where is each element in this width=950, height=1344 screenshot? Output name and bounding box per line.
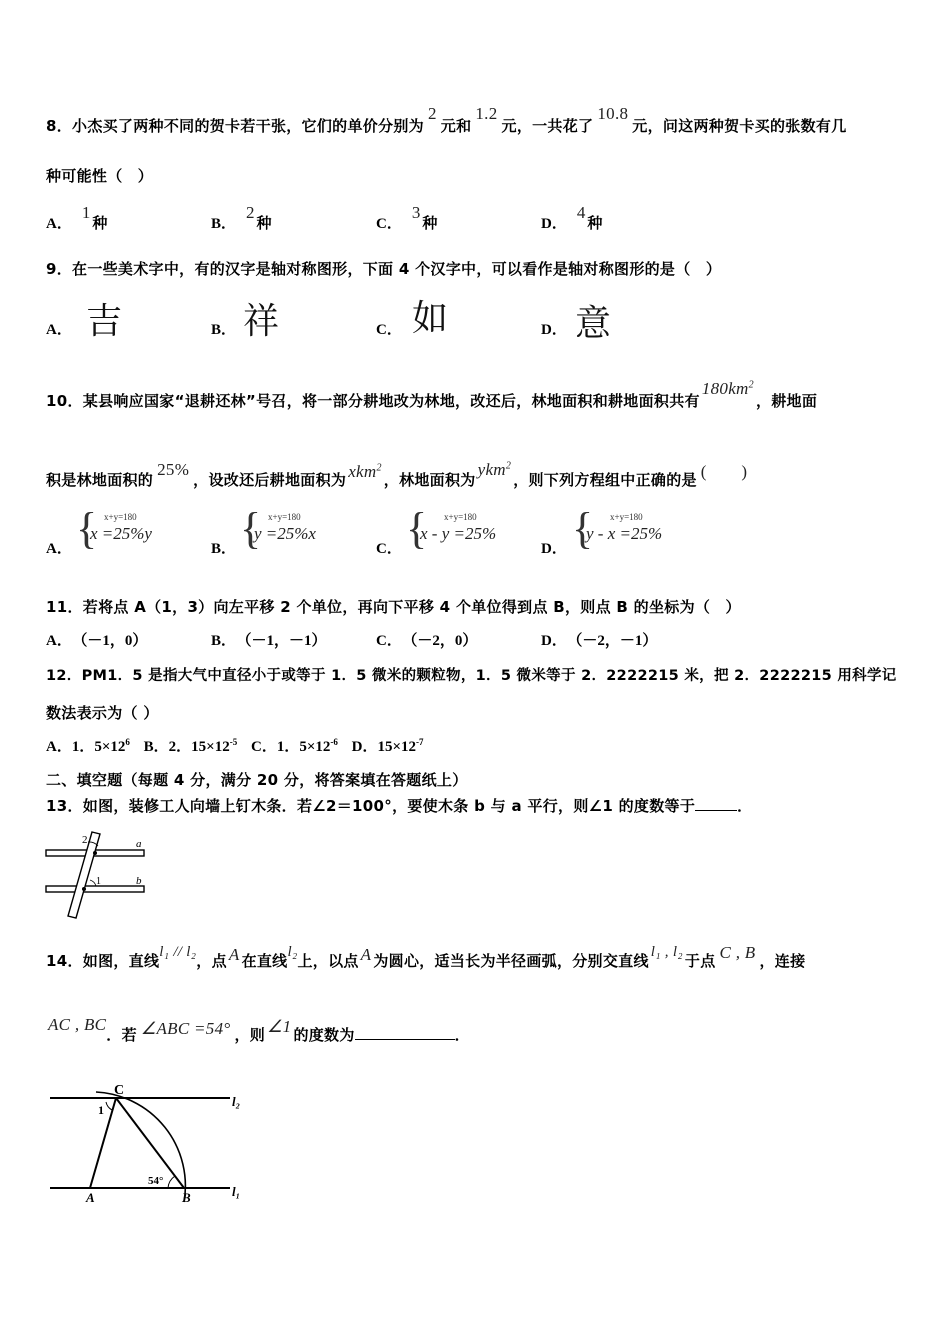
q10-option-b-label[interactable]: B． [211,541,237,557]
q11-option-c[interactable] [376,629,477,650]
q10-text-a: 10．某县响应国家“退耕还林”号召，将一部分耕地改为林地，改还后，林地面积和耕地面积共有 [46,392,700,410]
q14-line2 [48,1015,470,1045]
q10-option-a-label[interactable]: A． [46,541,72,557]
q14-point-a-2: A [360,945,372,964]
q9-option-b-char: 祥 [243,301,280,342]
q8-text-a: 8．小杰买了两种不同的贺卡若干张，它们的单价分别为 [46,117,424,135]
q11-option-d[interactable] [541,629,657,650]
q10-y-var: ykm [477,460,506,479]
q13-label-2: 2 [82,834,88,846]
q10-x-var: xkm [348,462,377,481]
q10-percent: 25% [157,460,190,479]
q14-text-i: ，则 [234,1026,266,1044]
q10-answer-paren[interactable]: ( ) [700,462,748,481]
q12-option-c-exp: -6 [330,737,338,747]
q8-option-b-label: B． [211,216,237,232]
q8-option-d-label: D． [541,216,567,232]
q12-option-b[interactable] [144,739,238,755]
q12-option-b-label: B． [143,739,169,755]
q14-label-a: A [86,1190,95,1205]
q8-total: 10.8 [597,104,629,123]
q9-stem: 9．在一些美术字中，有的汉字是轴对称图形，下面 4 个汉字中，可以看作是轴对称图形的是（ ） [46,260,722,278]
q14-label-l1: l₁ [232,1184,241,1199]
q13-nail-bottom [82,887,86,891]
q8-option-a-unit: 种 [92,216,108,232]
q14-label-1: 1 [98,1103,104,1117]
q10-option-c-brace: { [406,504,428,553]
q10-y-sup: 2 [505,460,512,472]
q13-stem [46,795,752,816]
q13-label-a: a [136,838,142,850]
q11-option-d-text: （－2，－1） [574,633,658,649]
q9-option-d-char: 意 [575,303,612,344]
q11-option-b[interactable] [211,629,327,650]
q13-text-a: 13．如图，装修工人向墙上钉木条．若∠2＝100°，要使木条 b 与 a 平行，则∠1 的度数等于 [46,797,696,815]
q12-line1: 12．PM1．5 是指大气中直径小于或等于 1．5 微米的颗粒物，1．5 微米等于 2．2222215 米，把 2．2222215 用科学记 [46,668,897,684]
q11-option-b-label: B． [211,633,237,649]
q12-option-c[interactable] [251,739,338,755]
q12-option-d-exp: -7 [416,737,424,747]
q14-l1-l2: l₁ , l₂ [650,944,683,960]
q14-text-d: 上，以点 [297,952,359,970]
q14-text-j: 的度数为 [293,1026,355,1044]
q8-price-1: 2 [427,104,437,123]
q8-option-c[interactable] [376,203,438,233]
q14-label-l2: l₂ [232,1094,241,1109]
q10-text-e: ，林地面积为 [383,471,476,489]
q11-stem: 11．若将点 A（1，3）向左平移 2 个单位，再向下平移 4 个单位得到点 B，则点 B 的坐标为（ ） [46,598,741,616]
q11-option-b-text: （－1，－1） [244,633,327,649]
q14-figure [44,1080,254,1210]
q14-point-a: A [228,945,240,964]
q8-option-c-label: C． [376,216,402,232]
q10-option-d-brace: { [572,504,594,553]
q8-option-b[interactable] [211,203,272,233]
q10-option-b-bottom: y =25%x [254,524,316,543]
q12-option-a-exp: 6 [125,737,130,747]
q10-area: 180km [701,379,749,398]
q9-option-b-label[interactable]: B． [211,322,237,338]
q9-option-a-label[interactable]: A． [46,322,72,338]
section-2-title: 二、填空题（每题 4 分，满分 20 分，将答案填在答题纸上） [46,771,468,789]
q10-text-b: ，耕地面 [755,392,818,410]
q12-option-c-label: C． [250,739,277,755]
q13-text-b: ． [737,797,753,815]
q12-option-b-base: 2．15×12 [168,739,230,755]
q8-option-a[interactable] [46,203,108,233]
q14-label-c: C [114,1083,125,1098]
q14-angle-54-arc [168,1176,175,1188]
q14-line1 [46,943,806,971]
q13-answer-blank[interactable] [695,810,737,811]
q11-option-a-label: A． [46,633,72,649]
q11-option-c-text: （－2，0） [409,633,478,649]
q10-option-a-top: x+y=180 [104,512,137,522]
q10-option-a-brace: { [76,504,98,553]
q14-angle-1-arc [106,1102,112,1110]
q10-option-b-brace: { [240,504,262,553]
q9-option-a-char: 吉 [86,301,123,342]
q14-text-e: 为圆心，适当长为半径画弧，分别交直线 [373,952,649,970]
q10-area-sup: 2 [748,379,754,391]
q10-line2 [46,460,748,490]
q8-option-b-unit: 种 [256,216,272,232]
q14-angle-1: ∠1 [267,1017,292,1036]
q10-text-d: ，设改还后耕地面积为 [193,471,347,489]
q8-price-2: 1.2 [475,104,498,123]
q14-text-h: ．若 [106,1026,137,1044]
q14-label-54: 54° [148,1175,164,1187]
q8-line1 [46,104,847,136]
q13-strip-b [46,886,144,892]
q8-option-a-num: 1 [81,203,91,222]
q13-label-1: 1 [96,876,101,887]
q13-label-b: b [136,875,142,887]
q12-option-d-label: D． [351,739,378,755]
q9-option-d-label[interactable]: D． [541,322,567,338]
q12-option-c-base: 1．5×12 [276,739,331,755]
q10-text-c: 积是林地面积的 [46,471,154,489]
q10-option-c-bottom: x - y =25% [420,524,497,543]
q13-nail-top [93,851,97,855]
q14-text-k: ． [454,1026,470,1044]
q10-option-c-top: x+y=180 [444,512,477,522]
q10-option-d-bottom: y - x =25% [586,524,663,543]
q14-text-c: 在直线 [241,952,288,970]
q8-option-d[interactable] [541,203,603,233]
q8-option-b-num: 2 [246,203,255,222]
q14-text-a: 14．如图，直线 [46,952,160,970]
q10-option-c-label[interactable]: C． [376,541,402,557]
q12-option-b-exp: -5 [229,737,238,747]
q12-option-d[interactable] [352,739,424,755]
q10-x-sup: 2 [376,462,382,474]
q11-option-a-text: （－1，0） [79,633,148,649]
q12-option-a-base: 1．5×12 [71,739,126,755]
q13-figure [40,828,160,920]
q8-option-d-num: 4 [576,203,586,222]
q9-option-c-char: 如 [412,298,449,339]
q14-label-b: B [182,1190,191,1205]
q12-option-d-base: 15×12 [377,739,417,755]
q14-angle-abc: ∠ABC =54° [140,1019,231,1038]
q12-line2: 数法表示为（ ） [46,704,159,722]
q14-segments: AC , BC [48,1015,107,1034]
q8-text-c: 元，一共花了 [501,117,594,135]
q14-answer-blank[interactable] [355,1039,455,1040]
q8-option-c-num: 3 [411,203,421,222]
q8-option-c-unit: 种 [422,216,438,232]
q14-l1-parallel-l2: l₁ // l₂ [159,944,197,960]
q10-option-d-label[interactable]: D． [541,541,567,557]
q12-option-a-label: A． [46,739,72,755]
q10-option-b-top: x+y=180 [268,512,301,522]
q8-text-d: 元，问这两种贺卡买的张数有几 [632,117,847,135]
q12-options [46,735,424,756]
q8-option-a-label: A． [46,216,72,232]
q10-option-a-bottom: x =25%y [90,524,152,543]
q14-l2: l₂ [287,944,298,960]
q10-line1 [46,379,818,411]
q9-option-c-label[interactable]: C． [376,322,402,338]
q14-text-b: ，点 [196,952,227,970]
q10-text-f: ，则下列方程组中正确的是 [513,471,697,489]
q10-option-d-top: x+y=180 [610,512,643,522]
q11-option-a[interactable] [46,629,147,650]
q14-text-f: 于点 [684,952,716,970]
q14-points-cb: C , B [719,943,756,962]
q8-option-d-unit: 种 [587,216,603,232]
q8-text-b: 元和 [440,117,472,135]
q14-text-g: ，连接 [759,952,806,970]
q11-option-d-label: D． [541,633,567,649]
q11-option-c-label: C． [376,633,402,649]
q8-line2: 种可能性（ ） [46,167,154,185]
q12-option-a[interactable] [46,739,130,755]
